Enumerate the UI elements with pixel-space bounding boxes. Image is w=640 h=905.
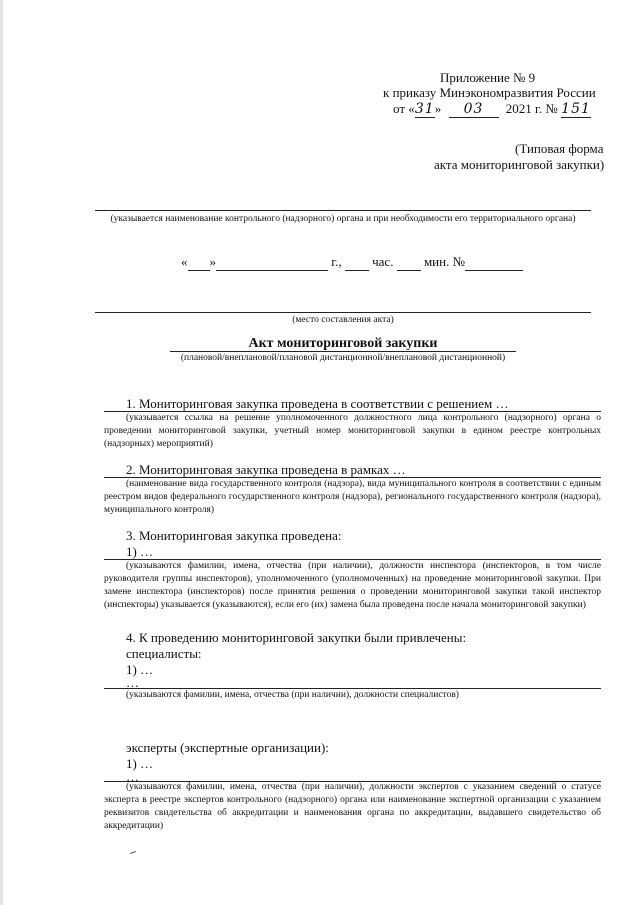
experts-label: эксперты (экспертные организации): bbox=[126, 740, 329, 755]
place-caption: (место составления акта) bbox=[292, 315, 394, 325]
date-open: от « bbox=[393, 101, 415, 116]
act-day-blank[interactable] bbox=[188, 254, 210, 271]
order-date-line bbox=[393, 101, 591, 118]
form-note-line2: акта мониторинговой закупки) bbox=[434, 157, 605, 172]
specialists-item: 1) … bbox=[126, 662, 154, 677]
scan-edge bbox=[0, 0, 3, 905]
section-1-caption: (указывается ссылка на решение уполномоченного должностного лица контрольного (надзорного) органа о проведении мониторинговой закупки, учетный номер мониторинговой закупки в едином реестре контрольных (надзорных) мероприятий) bbox=[104, 413, 601, 449]
section-3-item: 1) … bbox=[126, 544, 154, 559]
scan-speck bbox=[130, 851, 136, 854]
act-hour-blank[interactable] bbox=[345, 254, 369, 271]
experts-caption: (указываются фамилии, имена, отчества (при наличии), должности экспертов с указанием сведений о статусе эксперта в реестре экспертов контрольного (надзорного) органа или наименование экспертной организации с указанием реквизитов свидетельства об аккредитации и наименования органа по аккредитации, выдавшего свидетельство об аккредитации) bbox=[104, 782, 601, 831]
act-date-close: » bbox=[209, 254, 216, 269]
order-number: 151 bbox=[561, 101, 591, 117]
specialists-caption: (указываются фамилии, имена, отчества (при наличии), должности специалистов) bbox=[126, 690, 459, 700]
section-1-heading: 1. Мониторинговая закупка проведена в соответствии с решением … bbox=[126, 396, 509, 411]
form-note-line1: (Типовая форма bbox=[515, 141, 604, 156]
act-date-open: « bbox=[181, 254, 188, 269]
order-day: 31 bbox=[414, 101, 435, 117]
section-3-heading: 3. Мониторинговая закупка проведена: bbox=[126, 528, 342, 543]
place-line bbox=[95, 312, 591, 313]
order-reference: к приказу Минэкономразвития России bbox=[383, 85, 596, 100]
section-4-heading: 4. К проведению мониторинговой закупки были привлечены: bbox=[126, 630, 467, 645]
act-year-label: г., bbox=[331, 254, 342, 269]
experts-ellipsis: … bbox=[126, 769, 139, 784]
organ-caption: (указывается наименование контрольного (надзорного) органа и при необходимости его территориального органа) bbox=[110, 214, 576, 224]
act-hour-label: час. bbox=[372, 254, 394, 269]
act-subtitle: (плановой/внеплановой/плановой дистанционной/внеплановой дистанционной) bbox=[180, 353, 506, 363]
section-3-caption: (указываются фамилии, имена, отчества (при наличии), должности инспектора (инспекторов, в том числе руководителя группы инспекторов), уполномоченного (уполномоченных) на проведение мониторинговой закупки. При замене инспектора (инспекторов) после принятия решения о проведении мониторинговой закупки такой инспектор (инспекторы) указывается (указываются), если его (их) замена была проведена после начала мониторинговой закупки) bbox=[104, 561, 601, 610]
act-date-line bbox=[181, 254, 523, 271]
specialists-ellipsis: … bbox=[126, 675, 139, 690]
act-number-blank[interactable] bbox=[465, 254, 523, 271]
appendix-label: Приложение № 9 bbox=[440, 70, 536, 85]
section-2-heading: 2. Мониторинговая закупка проведена в рамках … bbox=[126, 462, 406, 477]
experts-item: 1) … bbox=[126, 756, 154, 771]
act-month-blank[interactable] bbox=[216, 254, 328, 271]
specialists-label: специалисты: bbox=[126, 646, 202, 661]
order-month: 03 bbox=[449, 101, 499, 118]
section-2-caption: (наименование вида государственного контроля (надзора), вида муниципального контроля в соответствии с единым реестром видов федерального государственного контроля (надзора), регионального государственного контроля (надзора), муниципального контроля) bbox=[104, 479, 601, 515]
act-minute-label: мин. № bbox=[423, 254, 465, 269]
act-minute-blank[interactable] bbox=[397, 254, 421, 271]
act-title: Акт мониторинговой закупки bbox=[248, 336, 438, 351]
organ-name-line bbox=[95, 210, 591, 211]
date-close: » bbox=[434, 101, 442, 116]
order-year: 2021 г. № bbox=[505, 101, 558, 116]
